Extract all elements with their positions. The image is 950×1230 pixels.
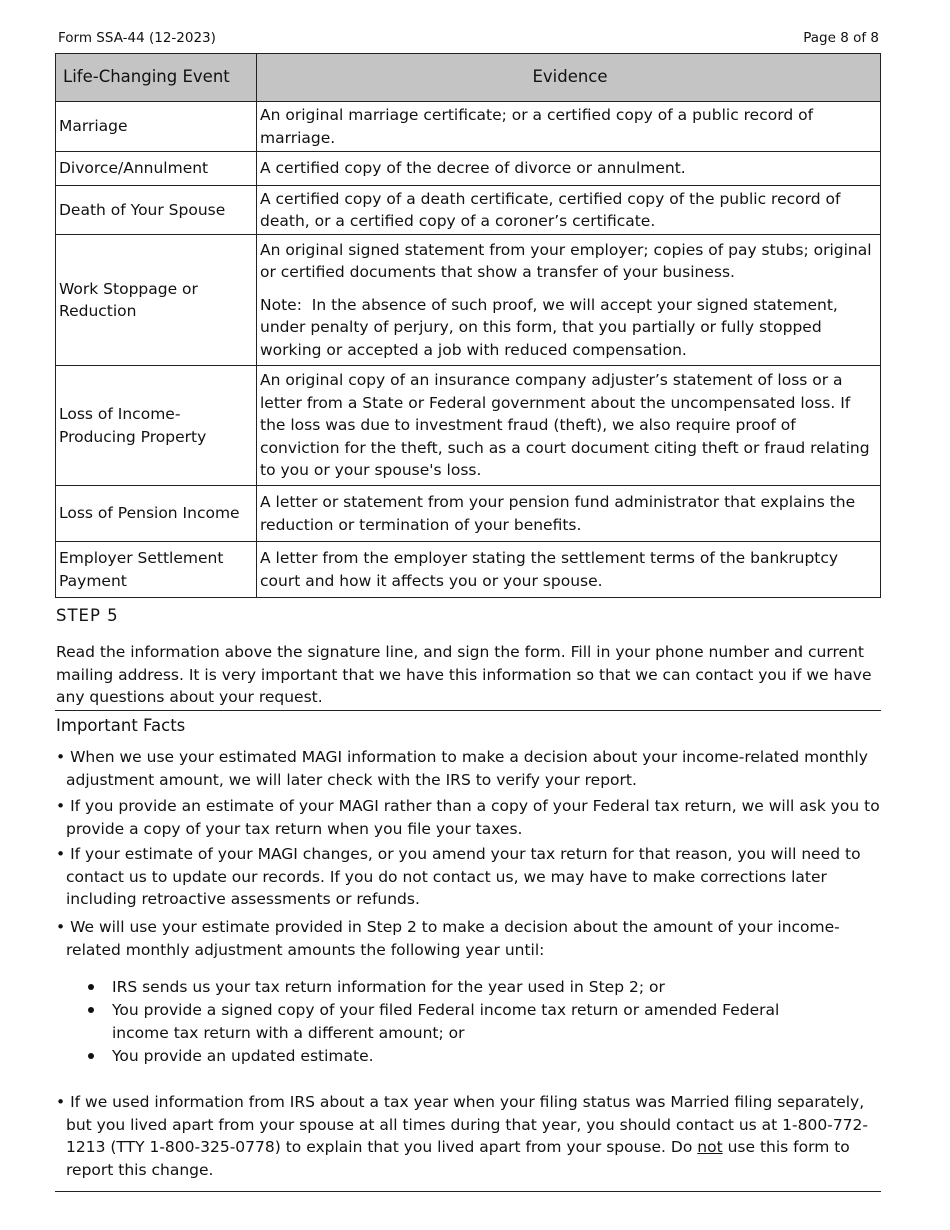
event-cell: Divorce/Annulment	[56, 152, 257, 186]
sub-item-text: You provide an updated estimate.	[112, 1047, 374, 1065]
sub-list-item	[112, 1045, 832, 1068]
evidence-cell: A certified copy of a death certificate, certified copy of the public record of death, or a certified copy of a coroner’s certificate.	[257, 186, 881, 235]
table-row	[56, 152, 881, 186]
divider	[55, 710, 881, 711]
table-row	[56, 366, 881, 486]
note-label: Note:	[260, 295, 302, 314]
important-facts-heading: Important Facts	[56, 716, 186, 735]
evidence-text: An original signed statement from your employer; copies of pay stubs; original or certified documents that show a transfer of your business.	[260, 240, 872, 282]
page-number: Page 8 of 8	[803, 30, 879, 46]
evidence-cell: A letter from the employer stating the settlement terms of the bankruptcy court and how it affects you or your spouse.	[257, 542, 881, 598]
fact-bullet: • If you provide an estimate of your MAGI rather than a copy of your Federal tax return, we will ask you to provide a copy of your tax return when you file your taxes.	[56, 797, 880, 838]
event-cell: Marriage	[56, 102, 257, 152]
table-row	[56, 542, 881, 598]
bullet-dot-icon	[88, 1007, 94, 1013]
fact-bullet: • If your estimate of your MAGI changes, or you amend your tax return for that reason, you will need to contact us to update our records. If you do not contact us, we may have to make corrections later including retroactive assessments or refunds.	[56, 845, 861, 908]
evidence-note	[260, 294, 880, 362]
evidence-cell	[257, 235, 881, 366]
evidence-cell: An original marriage certificate; or a certified copy of a public record of marriage.	[257, 102, 881, 152]
bottom-divider	[55, 1191, 881, 1192]
evidence-cell: A letter or statement from your pension fund administrator that explains the reduction or termination of your benefits.	[257, 486, 881, 542]
sub-list-item	[112, 999, 832, 1044]
column-header-evidence: Evidence	[257, 54, 881, 102]
table-header-row	[56, 54, 881, 102]
evidence-cell: A certified copy of the decree of divorce or annulment.	[257, 152, 881, 186]
step5-heading: STEP 5	[56, 606, 119, 625]
event-cell: Employer Settlement Payment	[56, 542, 257, 598]
sub-item-text: You provide a signed copy of your filed Federal income tax return or amended Federal income tax return with a different amount; or	[112, 1001, 780, 1042]
table-row	[56, 486, 881, 542]
fact-bullet: • We will use your estimate provided in Step 2 to make a decision about the amount of your income-related monthly adjustment amounts the following year until:	[56, 918, 840, 959]
evidence-cell: An original copy of an insurance company adjuster’s statement of loss or a letter from a State or Federal government about the uncompensated loss. If the loss was due to investment fraud (theft), we also require proof of conviction for the theft, such as a court document citing theft or fraud relating to you or your spouse's loss.	[257, 366, 881, 486]
table-row	[56, 102, 881, 152]
fact-bullet-contact	[56, 1091, 882, 1181]
bullet-dot-icon	[88, 1053, 94, 1059]
event-cell: Work Stoppage or Reduction	[56, 235, 257, 366]
sub-list-item	[112, 976, 832, 999]
step5-instructions: Read the information above the signature line, and sign the form. Fill in your phone number and current mailing address. It is very important that we have this information so that we can contact you if we have any questions about your request.	[56, 643, 872, 706]
table-row	[56, 186, 881, 235]
bullet-dot-icon	[88, 984, 94, 990]
evidence-table	[55, 53, 881, 598]
event-cell: Loss of Pension Income	[56, 486, 257, 542]
sub-item-text: IRS sends us your tax return information for the year used in Step 2; or	[112, 978, 665, 996]
event-cell: Death of Your Spouse	[56, 186, 257, 235]
emphasis-not: not	[697, 1138, 723, 1156]
event-cell: Loss of Income-Producing Property	[56, 366, 257, 486]
fact-bullet: • When we use your estimated MAGI information to make a decision about your income-related monthly adjustment amount, we will later check with the IRS to verify your report.	[56, 748, 868, 789]
note-text: In the absence of such proof, we will accept your signed statement, under penalty of perjury, on this form, that you partially or fully stopped working or accepted a job with reduced compensation.	[260, 295, 838, 359]
column-header-event: Life-Changing Event	[56, 54, 257, 102]
contact-text-end: use this form to report this change.	[66, 1138, 850, 1179]
table-row	[56, 235, 881, 366]
contact-text: • If we used information from IRS about a tax year when your filing status was Married filing separately, but you lived apart from your spouse at all times during that year, you should contact us at 1-800-772-1213 (TTY 1-800-325-0778) to explain that you lived apart from your spouse. Do	[56, 1093, 868, 1156]
form-id: Form SSA-44 (12-2023)	[58, 30, 216, 46]
